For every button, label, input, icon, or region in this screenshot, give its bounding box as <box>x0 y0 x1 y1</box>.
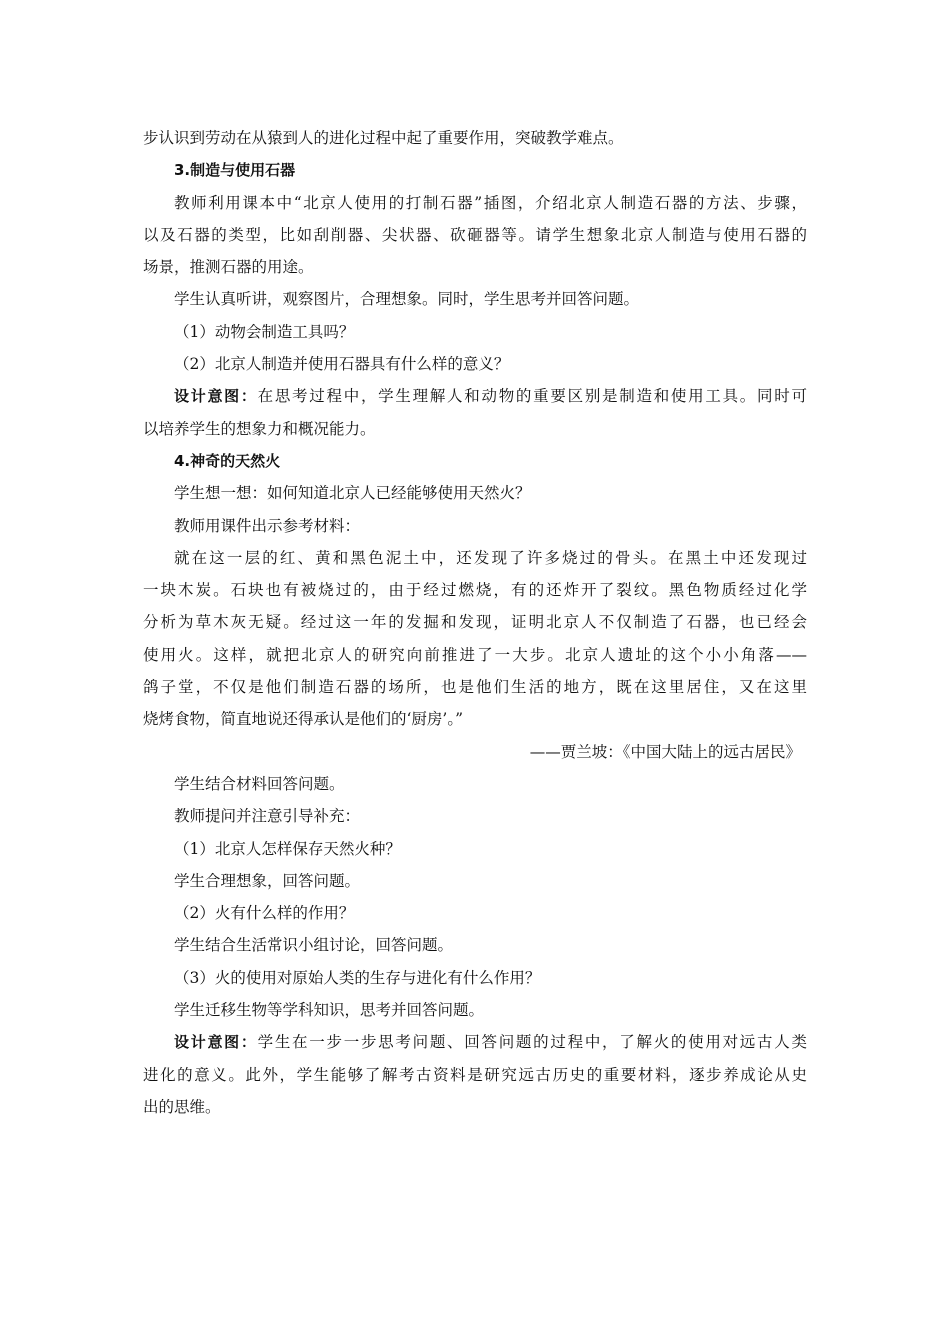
paragraph-line: 学生认真听讲，观察图片，合理想象。同时，学生思考并回答问题。 <box>174 290 640 309</box>
quote-line: 鸽子堂，不仅是他们制造石器的场所，也是他们生活的地方，既在这里居住，又在这里 <box>143 678 807 697</box>
document-body <box>143 122 807 1123</box>
quote-line: 使用火。这样，就把北京人的研究向前推进了一大步。北京人遗址的这个小小角落—— <box>143 645 807 664</box>
design-intent-line <box>143 1026 807 1058</box>
question-item: （2）火有什么样的作用？ <box>174 904 355 923</box>
paragraph-line: 学生合理想象，回答问题。 <box>174 871 361 890</box>
quote-attribution: ——贾兰坡：《中国大陆上的远古居民》 <box>529 742 801 761</box>
quote-line: 分析为草木灰无疑。经过这一年的发掘和发现，证明北京人不仅制造了石器，也已经会 <box>143 613 807 632</box>
paragraph-line: 场景，推测石器的用途。 <box>143 258 314 277</box>
paragraph-line: 教师提问并注意引导补充： <box>174 807 361 826</box>
question-item: （1）北京人怎样保存天然火种？ <box>174 839 401 858</box>
question-item: （2）北京人制造并使用石器具有什么样的意义？ <box>174 355 510 374</box>
paragraph-line: 教师用课件出示参考材料： <box>174 516 361 535</box>
paragraph-line: 学生结合生活常识小组讨论，回答问题。 <box>174 936 454 955</box>
paragraph-line: 以及石器的类型，比如刮削器、尖状器、砍砸器等。请学生想象北京人制造与使用石器的 <box>143 225 807 244</box>
design-intent-text: 在思考过程中，学生理解人和动物的重要区别是制造和使用工具。同时可 <box>257 387 807 406</box>
design-intent-line <box>143 380 807 412</box>
section-heading-stone-tools: 3.制造与使用石器 <box>174 161 296 180</box>
quote-line: 就在这一层的红、黄和黑色泥土中，还发现了许多烧过的骨头。在黑土中还发现过 <box>174 548 807 567</box>
paragraph-line: 步认识到劳动在从猿到人的进化过程中起了重要作用，突破教学难点。 <box>143 129 624 147</box>
quote-line: 一块木炭。石块也有被烧过的，由于经过燃烧，有的还炸开了裂纹。黑色物质经过化学 <box>143 581 807 600</box>
question-item: （1）动物会制造工具吗？ <box>174 322 355 341</box>
paragraph-line: 学生想一想：如何知道北京人已经能够使用天然火？ <box>174 484 531 503</box>
design-intent-label: 设计意图： <box>174 1033 258 1052</box>
paragraph-line: 以培养学生的想象力和概况能力。 <box>143 419 376 438</box>
design-intent-text: 学生在一步一步思考问题、回答问题的过程中，了解火的使用对远古人类 <box>257 1033 807 1052</box>
paragraph-line: 学生结合材料回答问题。 <box>174 774 345 793</box>
paragraph-line: 进化的意义。此外，学生能够了解考古资料是研究远古历史的重要材料，逐步养成论从史 <box>143 1065 807 1084</box>
section-heading-natural-fire: 4.神奇的天然火 <box>174 451 281 470</box>
quote-line: 烧烤食物，简直地说还得承认是他们的‘厨房’。” <box>143 710 464 729</box>
paragraph-line: 教师利用课本中“北京人使用的打制石器”插图，介绍北京人制造石器的方法、步骤， <box>174 193 807 212</box>
paragraph-line: 出的思维。 <box>143 1097 221 1116</box>
question-item: （3）火的使用对原始人类的生存与进化有什么作用？ <box>174 968 541 987</box>
design-intent-label: 设计意图： <box>174 387 258 406</box>
paragraph-line: 学生迁移生物等学科知识，思考并回答问题。 <box>174 1001 485 1020</box>
